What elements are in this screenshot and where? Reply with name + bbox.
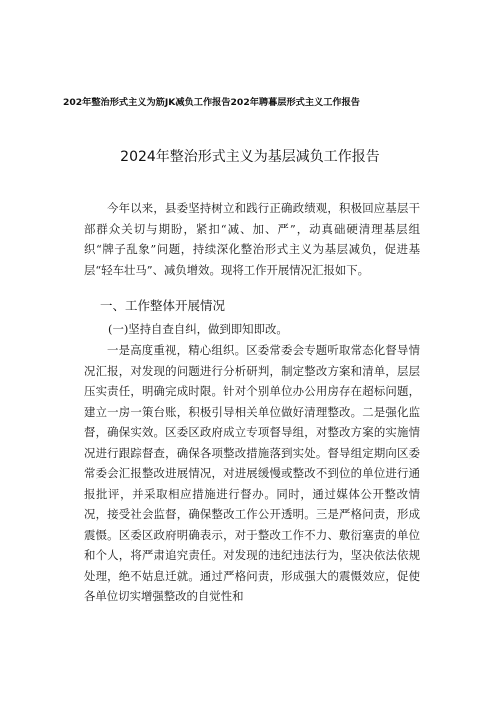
- body-paragraph: 一是高度重视，精心组织。区委常委会专题听取常态化督导情况汇报，对发现的问题进行分析研判，制定整改方案和清单，层层压实责任，明确完成时限。针对个别单位办公用房存在超标问题，建立一房一策台账，积极引导相关单位做好清理整改。二是强化监督，确保实效。区委区政府成立专项督导组，对整改方案的实施情况进行跟踪督查，确保各项整改措施落到实处。督导组定期向区委常委会汇报整改进展情况，对进展缓慢或整改不到位的单位进行通报批评，并采取相应措施进行督办。同时，通过媒体公开整改情况，接受社会监督，确保整改工作公开透明。三是严格问责，形成震慑。区委区政府明确表示，对于整改工作不力、敷衍塞责的单位和个人，将严肃追究责任。对发现的违纪违法行为，坚决依法依规处理，绝不姑息迁就。通过严格问责，形成强大的震慑效应，促使各单位切实增强整改的自觉性和: [84, 343, 420, 603]
- document-header-line: 202年整治形式主义为筋JK减负工作报告202年聘暮层形式主义工作报告: [63, 97, 360, 108]
- section-heading: 一、工作整体开展情况: [100, 298, 226, 313]
- subsection-heading: (一)坚持自查自纠，做到即知即改。: [108, 322, 288, 336]
- intro-paragraph: 今年以来，县委坚持树立和践行正确政绩观，积极回应基层干部群众关切与期盼，紧扣“减、加、严”，动真础硬清理基层组织“牌子乱象”问题，持续深化整治形式主义为基层减负，促进基层“轻车壮马”、减负增效。现将工作开展情况汇报如下。: [84, 201, 420, 277]
- document-title: 2024年整治形式主义为基层减负工作报告: [120, 149, 380, 165]
